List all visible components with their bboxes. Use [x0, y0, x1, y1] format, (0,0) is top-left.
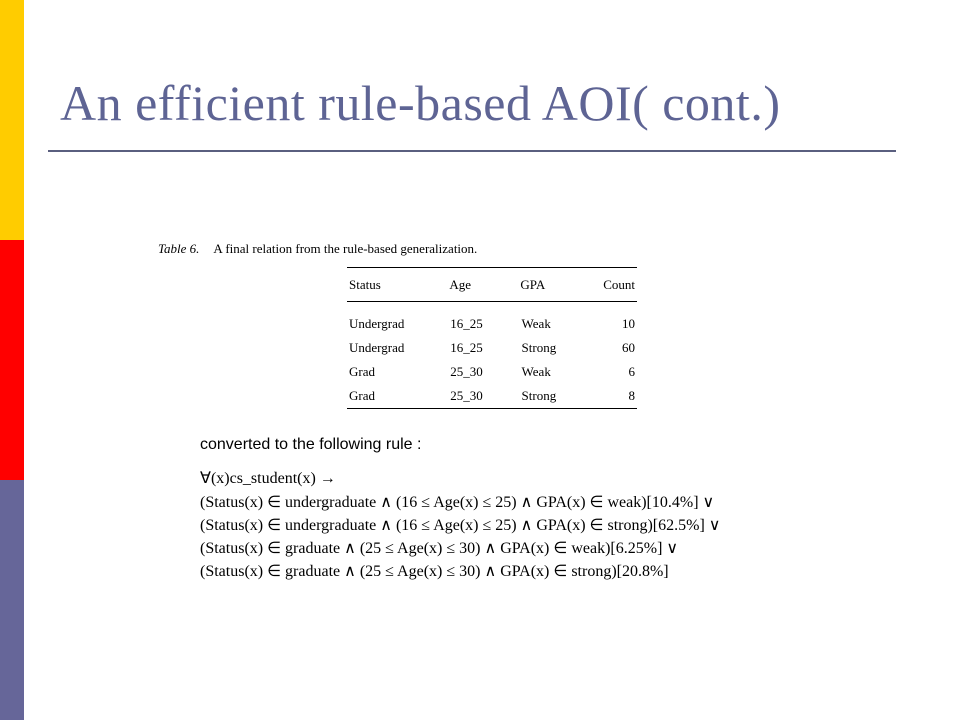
table-header-row: [347, 268, 637, 301]
side-color-bar: [0, 0, 24, 720]
side-bar-red-segment: [0, 240, 24, 480]
title-underline: [48, 150, 896, 152]
cell-count: 6: [628, 364, 635, 379]
header-gpa: GPA: [520, 276, 546, 292]
cell-age: 16_25: [450, 316, 483, 331]
cell-status: Grad: [349, 364, 375, 379]
cell-gpa: Strong: [521, 388, 557, 403]
cell-count: 8: [628, 388, 635, 403]
side-bar-yellow-segment: [0, 0, 24, 240]
header-status: Status: [349, 276, 381, 292]
formula-line-quantifier: ∀(x)cs_student(x) →: [200, 470, 336, 487]
cell-age: 25_30: [450, 364, 483, 379]
cell-count: 10: [622, 316, 635, 331]
table-caption-text: A final relation from the rule-based generalization.: [213, 241, 478, 256]
converted-text: converted to the following rule :: [200, 436, 422, 453]
side-bar-blue-segment: [0, 480, 24, 720]
table-row: [347, 336, 637, 360]
table-bottom-rule: [347, 408, 637, 409]
header-count: Count: [603, 276, 635, 292]
cell-count: 60: [622, 340, 635, 355]
cell-status: Grad: [349, 388, 375, 403]
table-row: [347, 360, 637, 384]
relation-table: [347, 267, 637, 409]
cell-age: 16_25: [450, 340, 483, 355]
slide-title: An efficient rule-based AOI( cont.): [60, 75, 781, 131]
formula-line: (Status(x) ∈ undergraduate ∧ (16 ≤ Age(x) ≤ 25) ∧ GPA(x) ∈ strong)[62.5%] ∨: [200, 517, 721, 534]
formula-line: (Status(x) ∈ undergraduate ∧ (16 ≤ Age(x) ≤ 25) ∧ GPA(x) ∈ weak)[10.4%] ∨: [200, 494, 715, 511]
formula-line: (Status(x) ∈ graduate ∧ (25 ≤ Age(x) ≤ 30) ∧ GPA(x) ∈ strong)[20.8%]: [200, 563, 669, 580]
table-caption-label: Table 6.: [158, 241, 200, 256]
formula-line: (Status(x) ∈ graduate ∧ (25 ≤ Age(x) ≤ 30) ∧ GPA(x) ∈ weak)[6.25%] ∨: [200, 540, 679, 557]
cell-status: Undergrad: [349, 316, 405, 331]
cell-gpa: Weak: [521, 316, 551, 331]
table-row: [347, 302, 637, 336]
table-caption: [158, 241, 477, 257]
header-age: Age: [449, 276, 471, 292]
cell-age: 25_30: [450, 388, 483, 403]
table-row: [347, 384, 637, 408]
cell-status: Undergrad: [349, 340, 405, 355]
cell-gpa: Weak: [521, 364, 551, 379]
cell-gpa: Strong: [521, 340, 557, 355]
